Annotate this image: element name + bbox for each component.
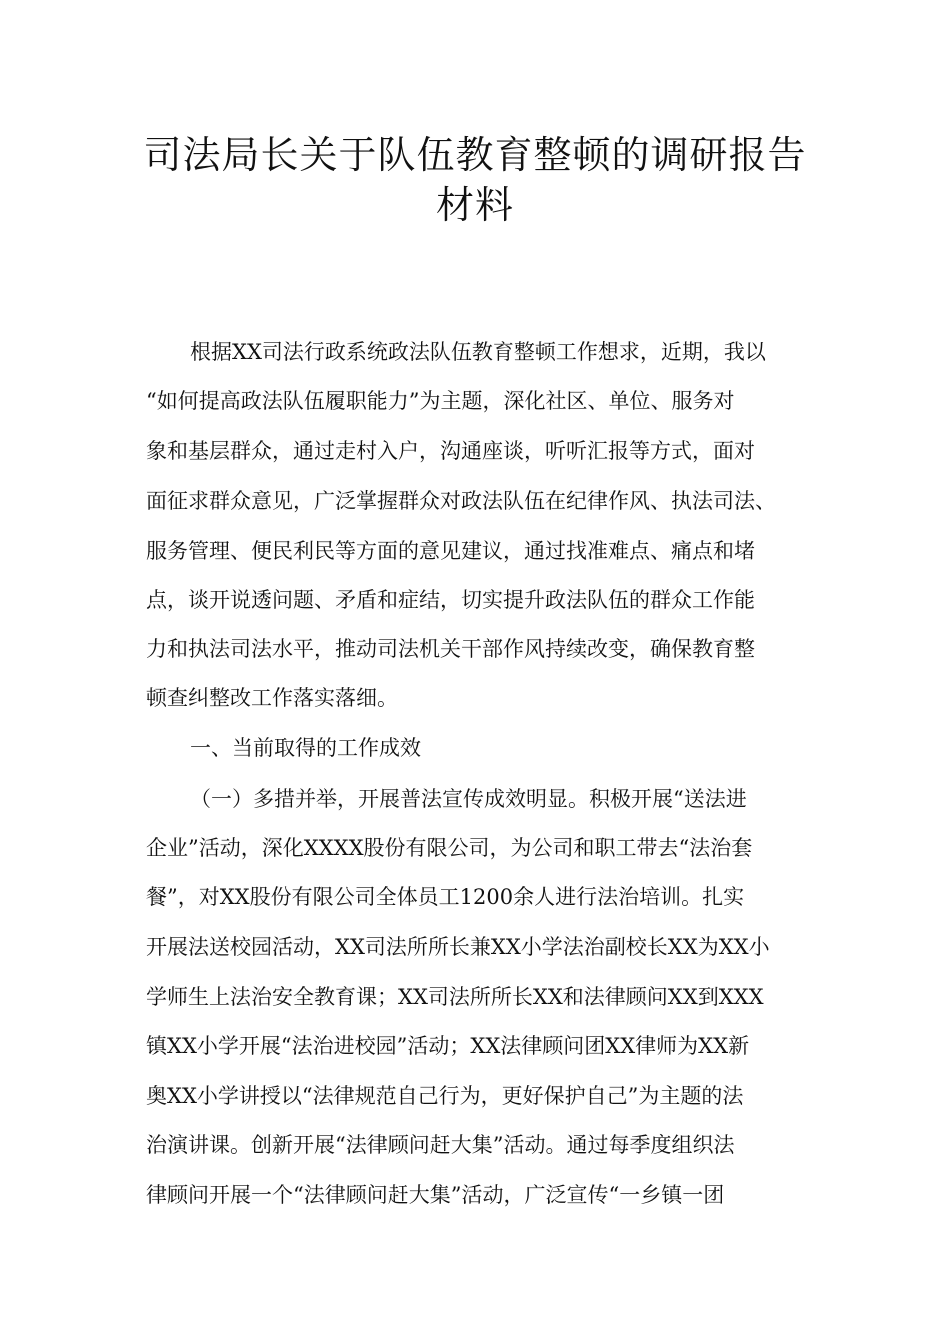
paragraph-1-line-4: 面征求群众意见，广泛掌握群众对政法队伍在纪律作风、执法司法、 (146, 489, 776, 513)
paragraph-2-line-5: 学师生上法治安全教育课；XX司法所所长XX和法律顾问XX到XXX (146, 985, 764, 1009)
paragraph-2-line-4: 开展法送校园活动，XX司法所所长兼XX小学法治副校长XX为XX小 (146, 935, 770, 959)
paragraph-1-line-7: 力和执法司法水平，推动司法机关干部作风持续改变，确保教育整 (146, 637, 755, 661)
paragraph-2-line-1: （一）多措并举，开展普法宣传成效明显。积极开展“送法进 (190, 787, 747, 811)
paragraph-2-line-3: 餐”，对XX股份有限公司全体员工1200余人进行法治培训。扎实 (146, 885, 745, 909)
paragraph-1-line-5: 服务管理、便民利民等方面的意见建议，通过找准难点、痛点和堵 (146, 539, 755, 563)
paragraph-2-line-9: 律顾问开展一个“法律顾问赶大集”活动，广泛宣传“一乡镇一团 (146, 1183, 725, 1207)
paragraph-1-line-2: “如何提高政法队伍履职能力”为主题，深化社区、单位、服务对 (146, 389, 735, 413)
paragraph-1-line-3: 象和基层群众，通过走村入户，沟通座谈，听听汇报等方式，面对 (146, 439, 755, 463)
document-title-line-1: 司法局长关于队伍教育整顿的调研报告 (143, 133, 807, 177)
section-heading-1: 一、当前取得的工作成效 (190, 736, 421, 760)
paragraph-1-line-1: 根据XX司法行政系统政法队伍教育整顿工作想求，近期，我以 (190, 340, 766, 364)
paragraph-1-line-8: 顿查纠整改工作落实落细。 (146, 686, 398, 710)
paragraph-2-line-2: 企业”活动，深化XXXX股份有限公司，为公司和职工带去“法治套 (146, 836, 753, 860)
paragraph-1-line-6: 点，谈开说透问题、矛盾和症结，切实提升政法队伍的群众工作能 (146, 588, 755, 612)
paragraph-2-line-8: 治演讲课。创新开展“法律顾问赶大集”活动。通过每季度组织法 (146, 1133, 735, 1157)
document-title-line-2: 材料 (435, 183, 514, 227)
paragraph-2-line-7: 奥XX小学讲授以“法律规范自己行为，更好保护自己”为主题的法 (146, 1084, 744, 1108)
paragraph-2-line-6: 镇XX小学开展“法治进校园”活动；XX法律顾问团XX律师为XX新 (146, 1034, 750, 1058)
